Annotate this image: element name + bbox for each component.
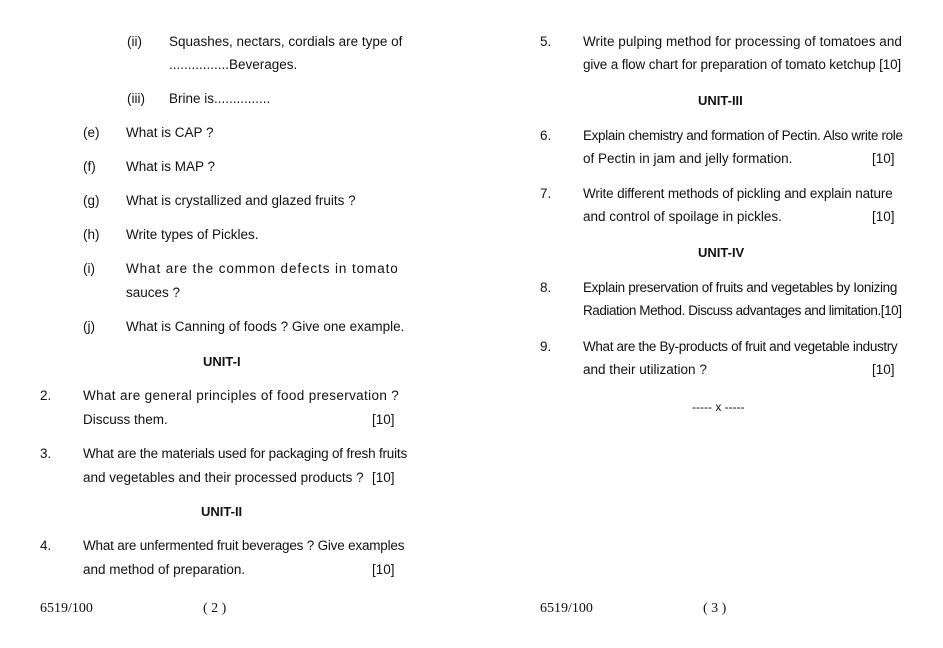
q7-line2: and control of spoilage in pickles. — [583, 209, 782, 224]
left-footer-page-number: ( 2 ) — [203, 601, 227, 616]
q1-h-text: Write types of Pickles. — [126, 227, 259, 242]
q1-i-line2: sauces ? — [126, 285, 181, 300]
q1-h-label: (h) — [83, 227, 100, 242]
q7-marks: [10] — [872, 209, 895, 224]
q3-number: 3. — [40, 446, 52, 461]
q1-ii-line1: Squashes, nectars, cordials are type of — [169, 34, 403, 49]
q3-line2: and vegetables and their processed products ? — [83, 470, 364, 485]
left-footer-code: 6519/100 — [40, 601, 93, 616]
q9-marks: [10] — [872, 362, 895, 377]
q8-line2: Radiation Method. Discuss advantages and limitation.[10] — [583, 303, 902, 318]
q4-line1: What are unfermented fruit beverages ? Give examples — [83, 538, 405, 553]
q1-iii-label: (iii) — [127, 91, 145, 106]
q9-line1: What are the By-products of fruit and vegetable industry — [583, 339, 898, 354]
q1-i-line1: What are the common defects in tomato — [126, 261, 399, 276]
q6-number: 6. — [540, 128, 552, 143]
q2-line1: What are general principles of food preservation ? — [83, 388, 400, 403]
q5-line2: give a flow chart for preparation of tomato ketchup [10] — [583, 57, 902, 72]
q6-line1: Explain chemistry and formation of Pectin. Also write role — [583, 128, 903, 143]
right-footer-code: 6519/100 — [540, 601, 593, 616]
end-of-paper-mark: ----- x ----- — [692, 400, 745, 414]
q7-line1: Write different methods of pickling and explain nature — [583, 186, 893, 201]
unit-4-heading: UNIT-IV — [698, 245, 745, 260]
q2-marks: [10] — [372, 412, 395, 427]
q4-number: 4. — [40, 538, 52, 553]
q1-ii-label: (ii) — [127, 34, 142, 49]
q1-e-text: What is CAP ? — [126, 125, 214, 140]
q5-line1: Write pulping method for processing of tomatoes and — [583, 34, 902, 49]
q9-number: 9. — [540, 339, 552, 354]
q1-iii-text: Brine is............... — [169, 91, 271, 106]
q3-line1: What are the materials used for packaging of fresh fruits — [83, 446, 408, 461]
q1-j-label: (j) — [83, 319, 95, 334]
q7-number: 7. — [540, 186, 552, 201]
q8-number: 8. — [540, 280, 552, 295]
q1-g-label: (g) — [83, 193, 100, 208]
q1-g-text: What is crystallized and glazed fruits ? — [126, 193, 356, 208]
q1-f-label: (f) — [83, 159, 96, 174]
q1-e-label: (e) — [83, 125, 100, 140]
q6-marks: [10] — [872, 151, 895, 166]
unit-1-heading: UNIT-I — [203, 354, 241, 369]
q2-line2: Discuss them. — [83, 412, 168, 427]
q4-line2: and method of preparation. — [83, 562, 246, 577]
q5-number: 5. — [540, 34, 552, 49]
q8-line1: Explain preservation of fruits and vegetables by Ionizing — [583, 280, 897, 295]
q1-i-label: (i) — [83, 261, 95, 276]
q6-line2: of Pectin in jam and jelly formation. — [583, 151, 793, 166]
q9-line2: and their utilization ? — [583, 362, 707, 377]
q1-f-text: What is MAP ? — [126, 159, 216, 174]
q1-j-text: What is Canning of foods ? Give one example. — [126, 319, 405, 334]
q2-number: 2. — [40, 388, 52, 403]
q3-marks: [10] — [372, 470, 395, 485]
unit-3-heading: UNIT-III — [698, 93, 743, 108]
q4-marks: [10] — [372, 562, 395, 577]
unit-2-heading: UNIT-II — [201, 504, 243, 519]
right-footer-page-number: ( 3 ) — [703, 601, 727, 616]
q1-ii-line2: ................Beverages. — [169, 57, 298, 72]
